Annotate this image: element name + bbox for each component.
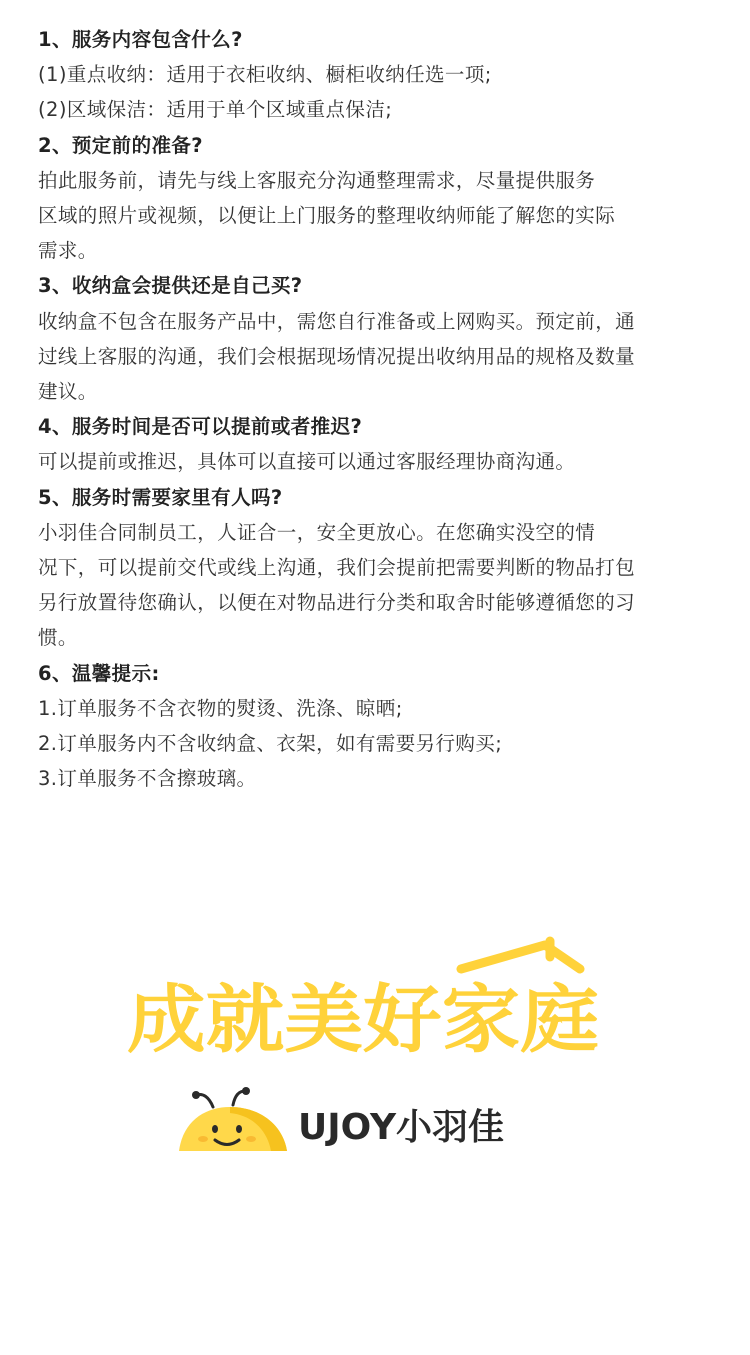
faq-line: (2)区域保洁：适用于单个区域重点保洁;: [38, 98, 393, 122]
faq-line: 收纳盒不包含在服务产品中，需您自行准备或上网购买。预定前，通: [38, 309, 636, 333]
faq-line: 过线上客服的沟通，我们会根据现场情况提出收纳用品的规格及数量: [38, 344, 636, 368]
faq-section-6: [38, 656, 718, 797]
slogan-artwork: [125, 935, 605, 1060]
faq-section-1: [38, 22, 718, 128]
faq-line: 况下，可以提前交代或线上沟通，我们会提前把需要判断的物品打包: [38, 556, 636, 580]
faq-heading: 2、预定前的准备?: [38, 133, 203, 157]
bee-mascot-icon: [175, 1085, 295, 1160]
faq-section-3: [38, 268, 718, 409]
faq-section-4: [38, 409, 718, 479]
faq-section-2: [38, 128, 718, 269]
faq-heading: 5、服务时需要家里有人吗?: [38, 485, 283, 509]
faq-heading: 1、服务内容包含什么?: [38, 28, 243, 51]
faq-line: 区域的照片或视频，以便让上门服务的整理收纳师能了解您的实际: [38, 204, 616, 228]
house-roof-icon: [461, 941, 580, 969]
faq-section-5: [38, 480, 718, 656]
faq-line: (1)重点收纳：适用于衣柜收纳、橱柜收纳任选一项;: [38, 63, 492, 87]
faq-line: 2.订单服务内不含收纳盒、衣架，如有需要另行购买;: [38, 732, 503, 756]
faq-heading: 3、收纳盒会提供还是自己买?: [38, 274, 303, 298]
faq-line: 3.订单服务不含擦玻璃。: [38, 767, 257, 791]
faq-line: 1.订单服务不含衣物的熨烫、洗涤、晾晒;: [38, 696, 403, 720]
faq-line: 小羽佳合同制员工，人证合一，安全更放心。在您确实没空的情: [38, 520, 596, 544]
faq-line: 拍此服务前，请先与线上客服充分沟通整理需求，尽量提供服务: [38, 168, 596, 192]
faq-line: 需求。: [38, 239, 98, 263]
faq-heading: 6、温馨提示:: [38, 661, 160, 685]
faq-line: 惯。: [38, 626, 78, 650]
faq-line: 建议。: [38, 380, 98, 404]
faq-line: 可以提前或推迟，具体可以直接可以通过客服经理协商沟通。: [38, 450, 576, 474]
slogan-text: 成就美好家庭: [127, 977, 599, 1060]
logo-text: UJOY小羽佳: [298, 1107, 505, 1148]
faq-line: 另行放置待您确认，以便在对物品进行分类和取舍时能够遵循您的习: [38, 591, 636, 615]
brand-logo: [175, 1085, 555, 1160]
faq-heading: 4、服务时间是否可以提前或者推迟?: [38, 415, 363, 439]
faq-content: [38, 22, 718, 796]
